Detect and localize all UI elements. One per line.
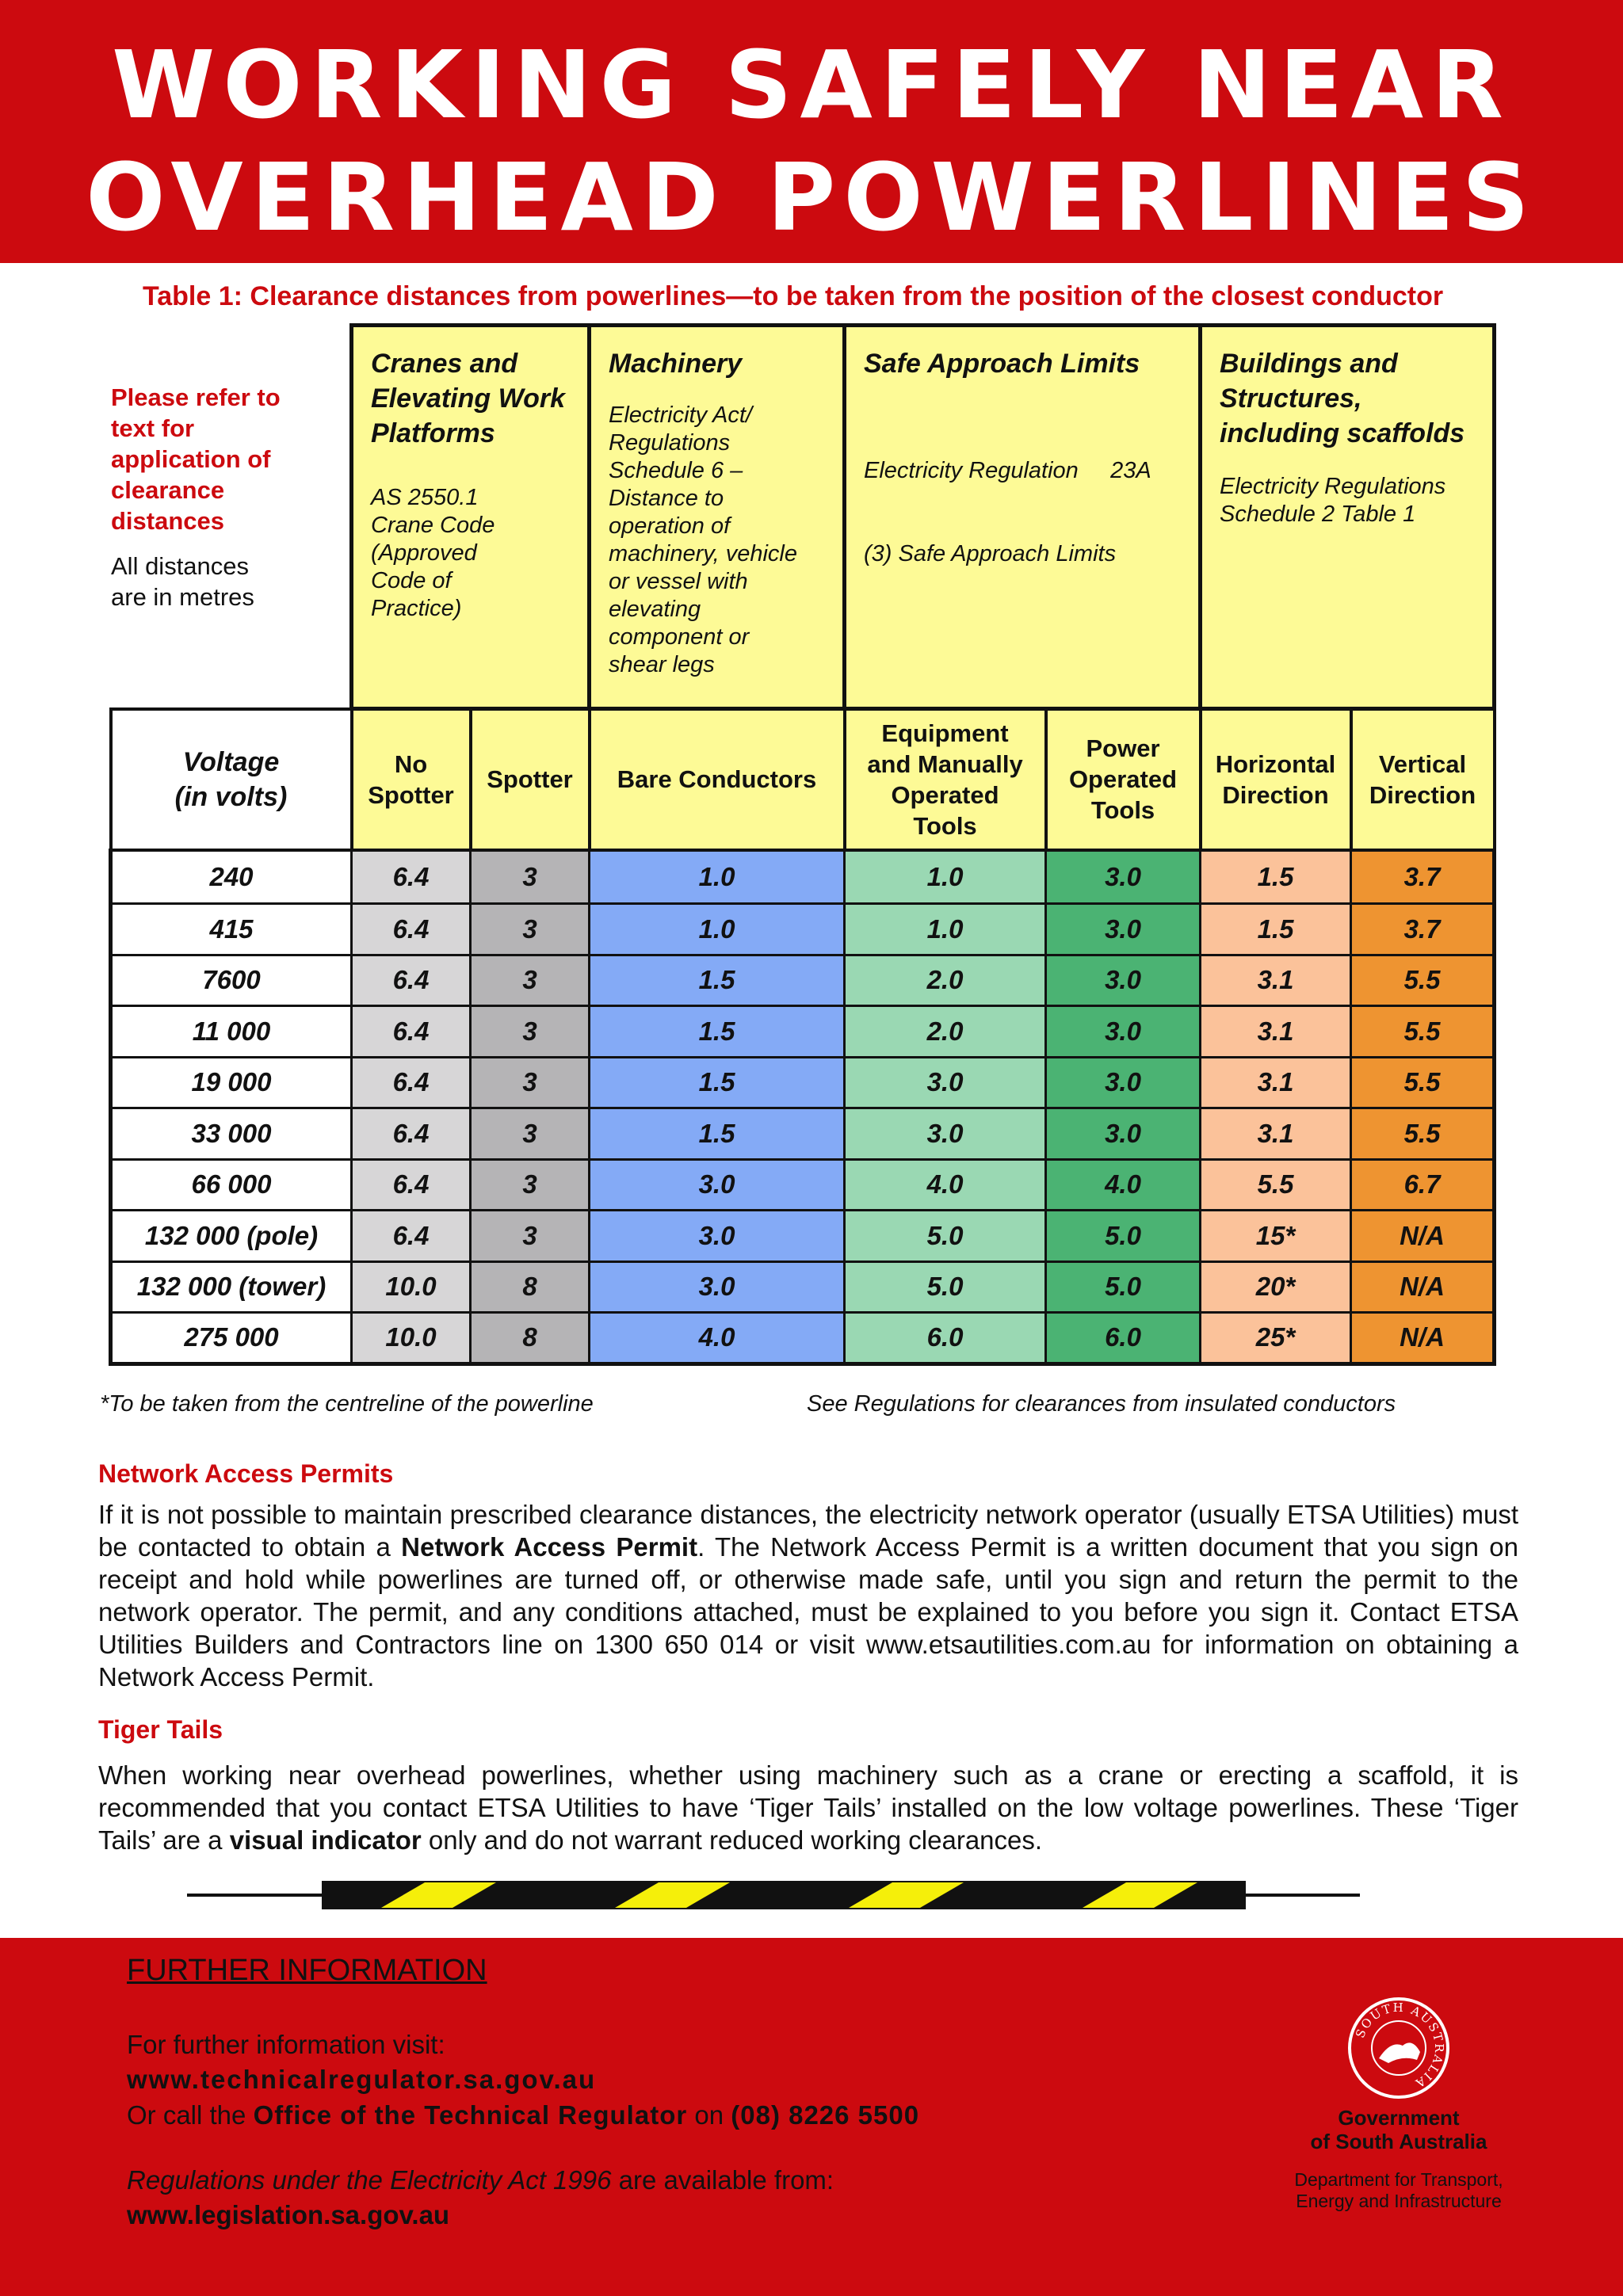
col-header-voltage: Voltage (in volts): [111, 709, 352, 850]
column-header-row: [111, 709, 1495, 850]
voltage-cell: 275 000: [111, 1313, 352, 1364]
manual-tools-cell: 1.0: [845, 850, 1046, 904]
spotter-cell: 3: [471, 904, 590, 955]
table-row: [111, 1006, 1495, 1058]
spotter-cell: 3: [471, 955, 590, 1006]
legislation-link[interactable]: www.legislation.sa.gov.au: [127, 2200, 450, 2229]
manual-tools-cell: 5.0: [845, 1261, 1046, 1313]
group-machinery: Machinery Electricity Act/ Regulations Schedule 6 – Distance to operation of machinery, vehicle or vessel with elevating component or shear legs: [590, 326, 845, 709]
bare-conductors-cell: 4.0: [590, 1313, 845, 1364]
no-spotter-cell: 6.4: [352, 955, 471, 1006]
title-banner: [0, 0, 1623, 263]
bare-conductors-cell: 1.5: [590, 1108, 845, 1160]
col-header-bare-conductors: Bare Conductors: [590, 709, 845, 850]
spotter-cell: 3: [471, 1108, 590, 1160]
clearance-table: [109, 323, 1496, 1366]
footnote-insulated: See Regulations for clearances from insulated conductors: [807, 1391, 1396, 1417]
table-row: [111, 1108, 1495, 1160]
vertical-cell: 5.5: [1351, 1057, 1495, 1108]
department-name: Department for Transport, Energy and Infrastructure: [1294, 2169, 1503, 2211]
col-header-manual-tools: Equipment and Manually Operated Tools: [845, 709, 1046, 850]
phone-number: (08) 8226 5500: [731, 2100, 920, 2130]
bare-conductors-cell: 3.0: [590, 1211, 845, 1262]
horizontal-cell: 3.1: [1201, 1006, 1351, 1058]
no-spotter-cell: 6.4: [352, 1006, 471, 1058]
government-logo: [1276, 1997, 1522, 2234]
voltage-cell: 66 000: [111, 1159, 352, 1211]
manual-tools-cell: 6.0: [845, 1313, 1046, 1364]
power-tools-cell: 3.0: [1046, 904, 1201, 955]
horizontal-cell: 15*: [1201, 1211, 1351, 1262]
voltage-cell: 7600: [111, 955, 352, 1006]
voltage-cell: 11 000: [111, 1006, 352, 1058]
voltage-cell: 33 000: [111, 1108, 352, 1160]
bare-conductors-cell: 1.0: [590, 850, 845, 904]
power-tools-cell: 3.0: [1046, 850, 1201, 904]
vertical-cell: N/A: [1351, 1211, 1495, 1262]
horizontal-cell: 5.5: [1201, 1159, 1351, 1211]
gov-sa-wordmark: Government of South Australia: [1310, 2106, 1487, 2153]
vertical-cell: N/A: [1351, 1313, 1495, 1364]
col-header-vertical: Vertical Direction: [1351, 709, 1495, 850]
voltage-cell: 240: [111, 850, 352, 904]
manual-tools-cell: 2.0: [845, 1006, 1046, 1058]
group-header-row: [111, 326, 1495, 709]
svg-text:SOUTH AUSTRALIA: SOUTH AUSTRALIA: [1353, 2000, 1447, 2092]
no-spotter-cell: 6.4: [352, 850, 471, 904]
no-spotter-cell: 6.4: [352, 1108, 471, 1160]
spotter-cell: 3: [471, 1006, 590, 1058]
tiger-tail-illustration: [187, 1881, 1246, 1909]
power-tools-cell: 3.0: [1046, 955, 1201, 1006]
spotter-cell: 8: [471, 1313, 590, 1364]
voltage-cell: 132 000 (pole): [111, 1211, 352, 1262]
bare-conductors-cell: 3.0: [590, 1261, 845, 1313]
vertical-cell: 5.5: [1351, 1108, 1495, 1160]
further-info-heading: FURTHER INFORMATION: [127, 1954, 487, 1987]
group-safe-approach: Safe Approach Limits Electricity Regulation 23A (3) Safe Approach Limits: [845, 326, 1201, 709]
table-row: [111, 1057, 1495, 1108]
call-line: Or call the Office of the Technical Regulator on (08) 8226 5500: [127, 2100, 920, 2130]
footnote-centreline: *To be taken from the centreline of the powerline: [100, 1391, 594, 1417]
power-tools-cell: 4.0: [1046, 1159, 1201, 1211]
bare-conductors-cell: 1.5: [590, 1057, 845, 1108]
horizontal-cell: 3.1: [1201, 955, 1351, 1006]
power-tools-cell: 3.0: [1046, 1006, 1201, 1058]
horizontal-cell: 20*: [1201, 1261, 1351, 1313]
table-row: [111, 1313, 1495, 1364]
manual-tools-cell: 3.0: [845, 1057, 1046, 1108]
vertical-cell: 5.5: [1351, 955, 1495, 1006]
manual-tools-cell: 3.0: [845, 1108, 1046, 1160]
no-spotter-cell: 10.0: [352, 1313, 471, 1364]
vertical-cell: 3.7: [1351, 904, 1495, 955]
col-header-no-spotter: No Spotter: [352, 709, 471, 850]
horizontal-cell: 1.5: [1201, 850, 1351, 904]
power-tools-cell: 3.0: [1046, 1108, 1201, 1160]
power-tools-cell: 5.0: [1046, 1211, 1201, 1262]
bare-conductors-cell: 3.0: [590, 1159, 845, 1211]
technical-regulator-link[interactable]: www.technicalregulator.sa.gov.au: [127, 2065, 597, 2094]
spotter-cell: 3: [471, 1211, 590, 1262]
table-row: [111, 1261, 1495, 1313]
horizontal-cell: 3.1: [1201, 1057, 1351, 1108]
manual-tools-cell: 2.0: [845, 955, 1046, 1006]
spotter-cell: 3: [471, 1057, 590, 1108]
table-body: [111, 850, 1495, 1364]
further-info-visit: For further information visit:: [127, 2030, 445, 2059]
title-line-2: OVERHEAD POWERLINES: [86, 143, 1537, 252]
power-tools-cell: 3.0: [1046, 1057, 1201, 1108]
spotter-cell: 3: [471, 1159, 590, 1211]
manual-tools-cell: 5.0: [845, 1211, 1046, 1262]
table-caption: Table 1: Clearance distances from powerlines—to be taken from the position of the closest conductor: [143, 281, 1444, 311]
spotter-cell: 3: [471, 850, 590, 904]
manual-tools-cell: 1.0: [845, 904, 1046, 955]
network-access-heading: Network Access Permits: [98, 1459, 394, 1488]
col-header-spotter: Spotter: [471, 709, 590, 850]
horizontal-cell: 25*: [1201, 1313, 1351, 1364]
table-row: [111, 955, 1495, 1006]
no-spotter-cell: 10.0: [352, 1261, 471, 1313]
voltage-cell: 19 000: [111, 1057, 352, 1108]
group-buildings: Buildings and Structures, including scaffolds Electricity Regulations Schedule 2 Table 1: [1201, 326, 1495, 709]
units-note: All distances are in metres: [111, 552, 254, 611]
manual-tools-cell: 4.0: [845, 1159, 1046, 1211]
vertical-cell: 3.7: [1351, 850, 1495, 904]
tiger-tails-paragraph: When working near overhead powerlines, whether using machinery such as a crane or erecting a scaffold, it is recommended that you contact ETSA Utilities to have ‘Tiger Tails’ installed on the low voltage powerlines. These ‘Tiger Tails’ are a visual indicator only and do not warrant reduced working clearances.: [98, 1760, 1518, 1855]
no-spotter-cell: 6.4: [352, 1159, 471, 1211]
col-header-power-tools: Power Operated Tools: [1046, 709, 1201, 850]
title-line-1: WORKING SAFELY NEAR: [112, 30, 1511, 139]
voltage-cell: 415: [111, 904, 352, 955]
bare-conductors-cell: 1.5: [590, 1006, 845, 1058]
horizontal-cell: 1.5: [1201, 904, 1351, 955]
bare-conductors-cell: 1.5: [590, 955, 845, 1006]
no-spotter-cell: 6.4: [352, 904, 471, 955]
table-row: [111, 1159, 1495, 1211]
refer-note: Please refer to text for application of clearance distances: [111, 383, 281, 535]
no-spotter-cell: 6.4: [352, 1211, 471, 1262]
table-row: [111, 850, 1495, 904]
group-cranes: Cranes and Elevating Work Platforms AS 2550.1 Crane Code (Approved Code of Practice): [352, 326, 590, 709]
network-access-paragraph: If it is not possible to maintain prescribed clearance distances, the electricity network operator (usually ETSA Utilities) must be contacted to obtain a Network Access Permit. The Network Access Permit is a written document that you sign on receipt and hold while powerlines are turned off, or otherwise made safe, until you sign and return the permit to the network operator. The permit, and any conditions attached, must be explained to you before you sign it. Contact ETSA Utilities Builders and Contractors line on 1300 650 014 or visit www.etsautilities.com.au for information on obtaining a Network Access Permit.: [98, 1500, 1518, 1691]
tiger-tails-heading: Tiger Tails: [98, 1715, 223, 1744]
horizontal-cell: 3.1: [1201, 1108, 1351, 1160]
col-header-horizontal: Horizontal Direction: [1201, 709, 1351, 850]
state-seal-icon: [1347, 1997, 1450, 2100]
bare-conductors-cell: 1.0: [590, 904, 845, 955]
vertical-cell: 5.5: [1351, 1006, 1495, 1058]
spotter-cell: 8: [471, 1261, 590, 1313]
no-spotter-cell: 6.4: [352, 1057, 471, 1108]
vertical-cell: 6.7: [1351, 1159, 1495, 1211]
regulations-line: Regulations under the Electricity Act 1996 are available from:: [127, 2165, 834, 2195]
power-tools-cell: 5.0: [1046, 1261, 1201, 1313]
voltage-cell: 132 000 (tower): [111, 1261, 352, 1313]
table-row: [111, 1211, 1495, 1262]
power-tools-cell: 6.0: [1046, 1313, 1201, 1364]
table-row: [111, 904, 1495, 955]
vertical-cell: N/A: [1351, 1261, 1495, 1313]
